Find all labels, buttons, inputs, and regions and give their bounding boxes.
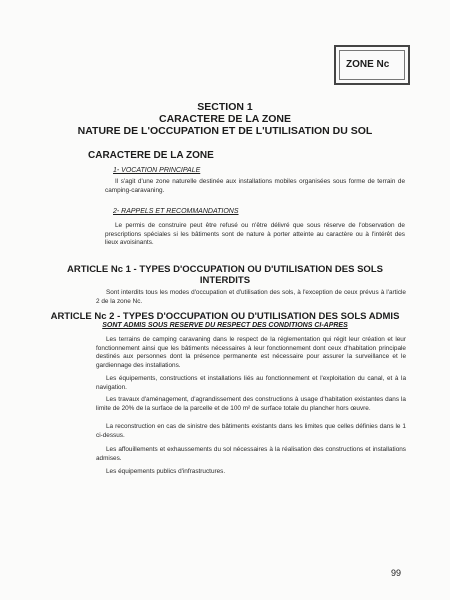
article2-paragraph-2: Les équipements, constructions et installations liés au fonctionnement et l'exploitation du canal, et à la navigation. xyxy=(96,375,406,391)
article2-paragraph-3: Les travaux d'aménagement, d'agrandissement des constructions à usage d'habitation existantes dans la limite de 20% de la surface de la parcelle et de 100 m² de surface totale du plancher hors œuvre. xyxy=(96,396,406,412)
zone-label: ZONE Nc xyxy=(339,50,405,80)
rappels-subheading: 2- RAPPELS ET RECOMMANDATIONS xyxy=(113,208,239,215)
article1-title xyxy=(0,264,450,286)
article2-paragraph-5: Les affouillements et exhaussements du sol nécessaires à la réalisation des constructions et installations admises. xyxy=(96,446,406,462)
article2-paragraph-4: La reconstruction en cas de sinistre des bâtiments existants dans les limites que celles définies dans le 1 ci-dessus. xyxy=(96,423,406,439)
section-subtitle: CARACTERE DE LA ZONE xyxy=(158,113,292,125)
zone-label-box xyxy=(334,45,410,85)
article2-subtitle: SONT ADMIS SOUS RESERVE DU RESPECT DES CONDITIONS CI-APRES xyxy=(102,322,348,329)
article1-title-line2: INTERDITS xyxy=(199,275,251,286)
section-number: SECTION 1 xyxy=(197,101,253,113)
page-number: 99 xyxy=(391,568,402,578)
caractere-heading: CARACTERE DE LA ZONE xyxy=(88,150,214,161)
article2-paragraph-6: Les équipements publics d'infrastructures. xyxy=(106,468,226,475)
vocation-subheading: 1- VOCATION PRINCIPALE xyxy=(113,167,201,174)
article2-paragraph-1: Les terrains de camping caravaning dans le respect de la réglementation qui régit leur création et leur fonctionnement ainsi que les bâtiments nécessaires à leur fonctionnement dont ceux d'habitation principale destinés aux personnes dont la présence permanente est nécessaire pour assurer la surveillance et le gardiennage des installations. xyxy=(96,336,406,369)
section-title xyxy=(0,101,450,137)
article1-paragraph: Sont interdits tous les modes d'occupation et d'utilisation des sols, à l'exception de ceux prévus à l'article 2 de la zone Nc. xyxy=(96,289,406,305)
article1-title-line1: ARTICLE Nc 1 - TYPES D'OCCUPATION OU D'UTILISATION DES SOLS xyxy=(67,264,383,275)
section-description: NATURE DE L'OCCUPATION ET DE L'UTILISATION DU SOL xyxy=(77,125,373,137)
article2-title: ARTICLE Nc 2 - TYPES D'OCCUPATION OU D'UTILISATION DES SOLS ADMIS xyxy=(50,311,400,322)
rappels-paragraph: Le permis de construire peut être refusé ou n'être délivré que sous réserve de l'observation de prescriptions spéciales si les bâtiments sont de nature à porter atteinte au caractère ou à l'intérêt des lieux avoisinants. xyxy=(105,222,405,247)
vocation-paragraph: Il s'agit d'une zone naturelle destinée aux installations mobiles organisées sous forme de terrain de camping-caravaning. xyxy=(105,178,405,194)
